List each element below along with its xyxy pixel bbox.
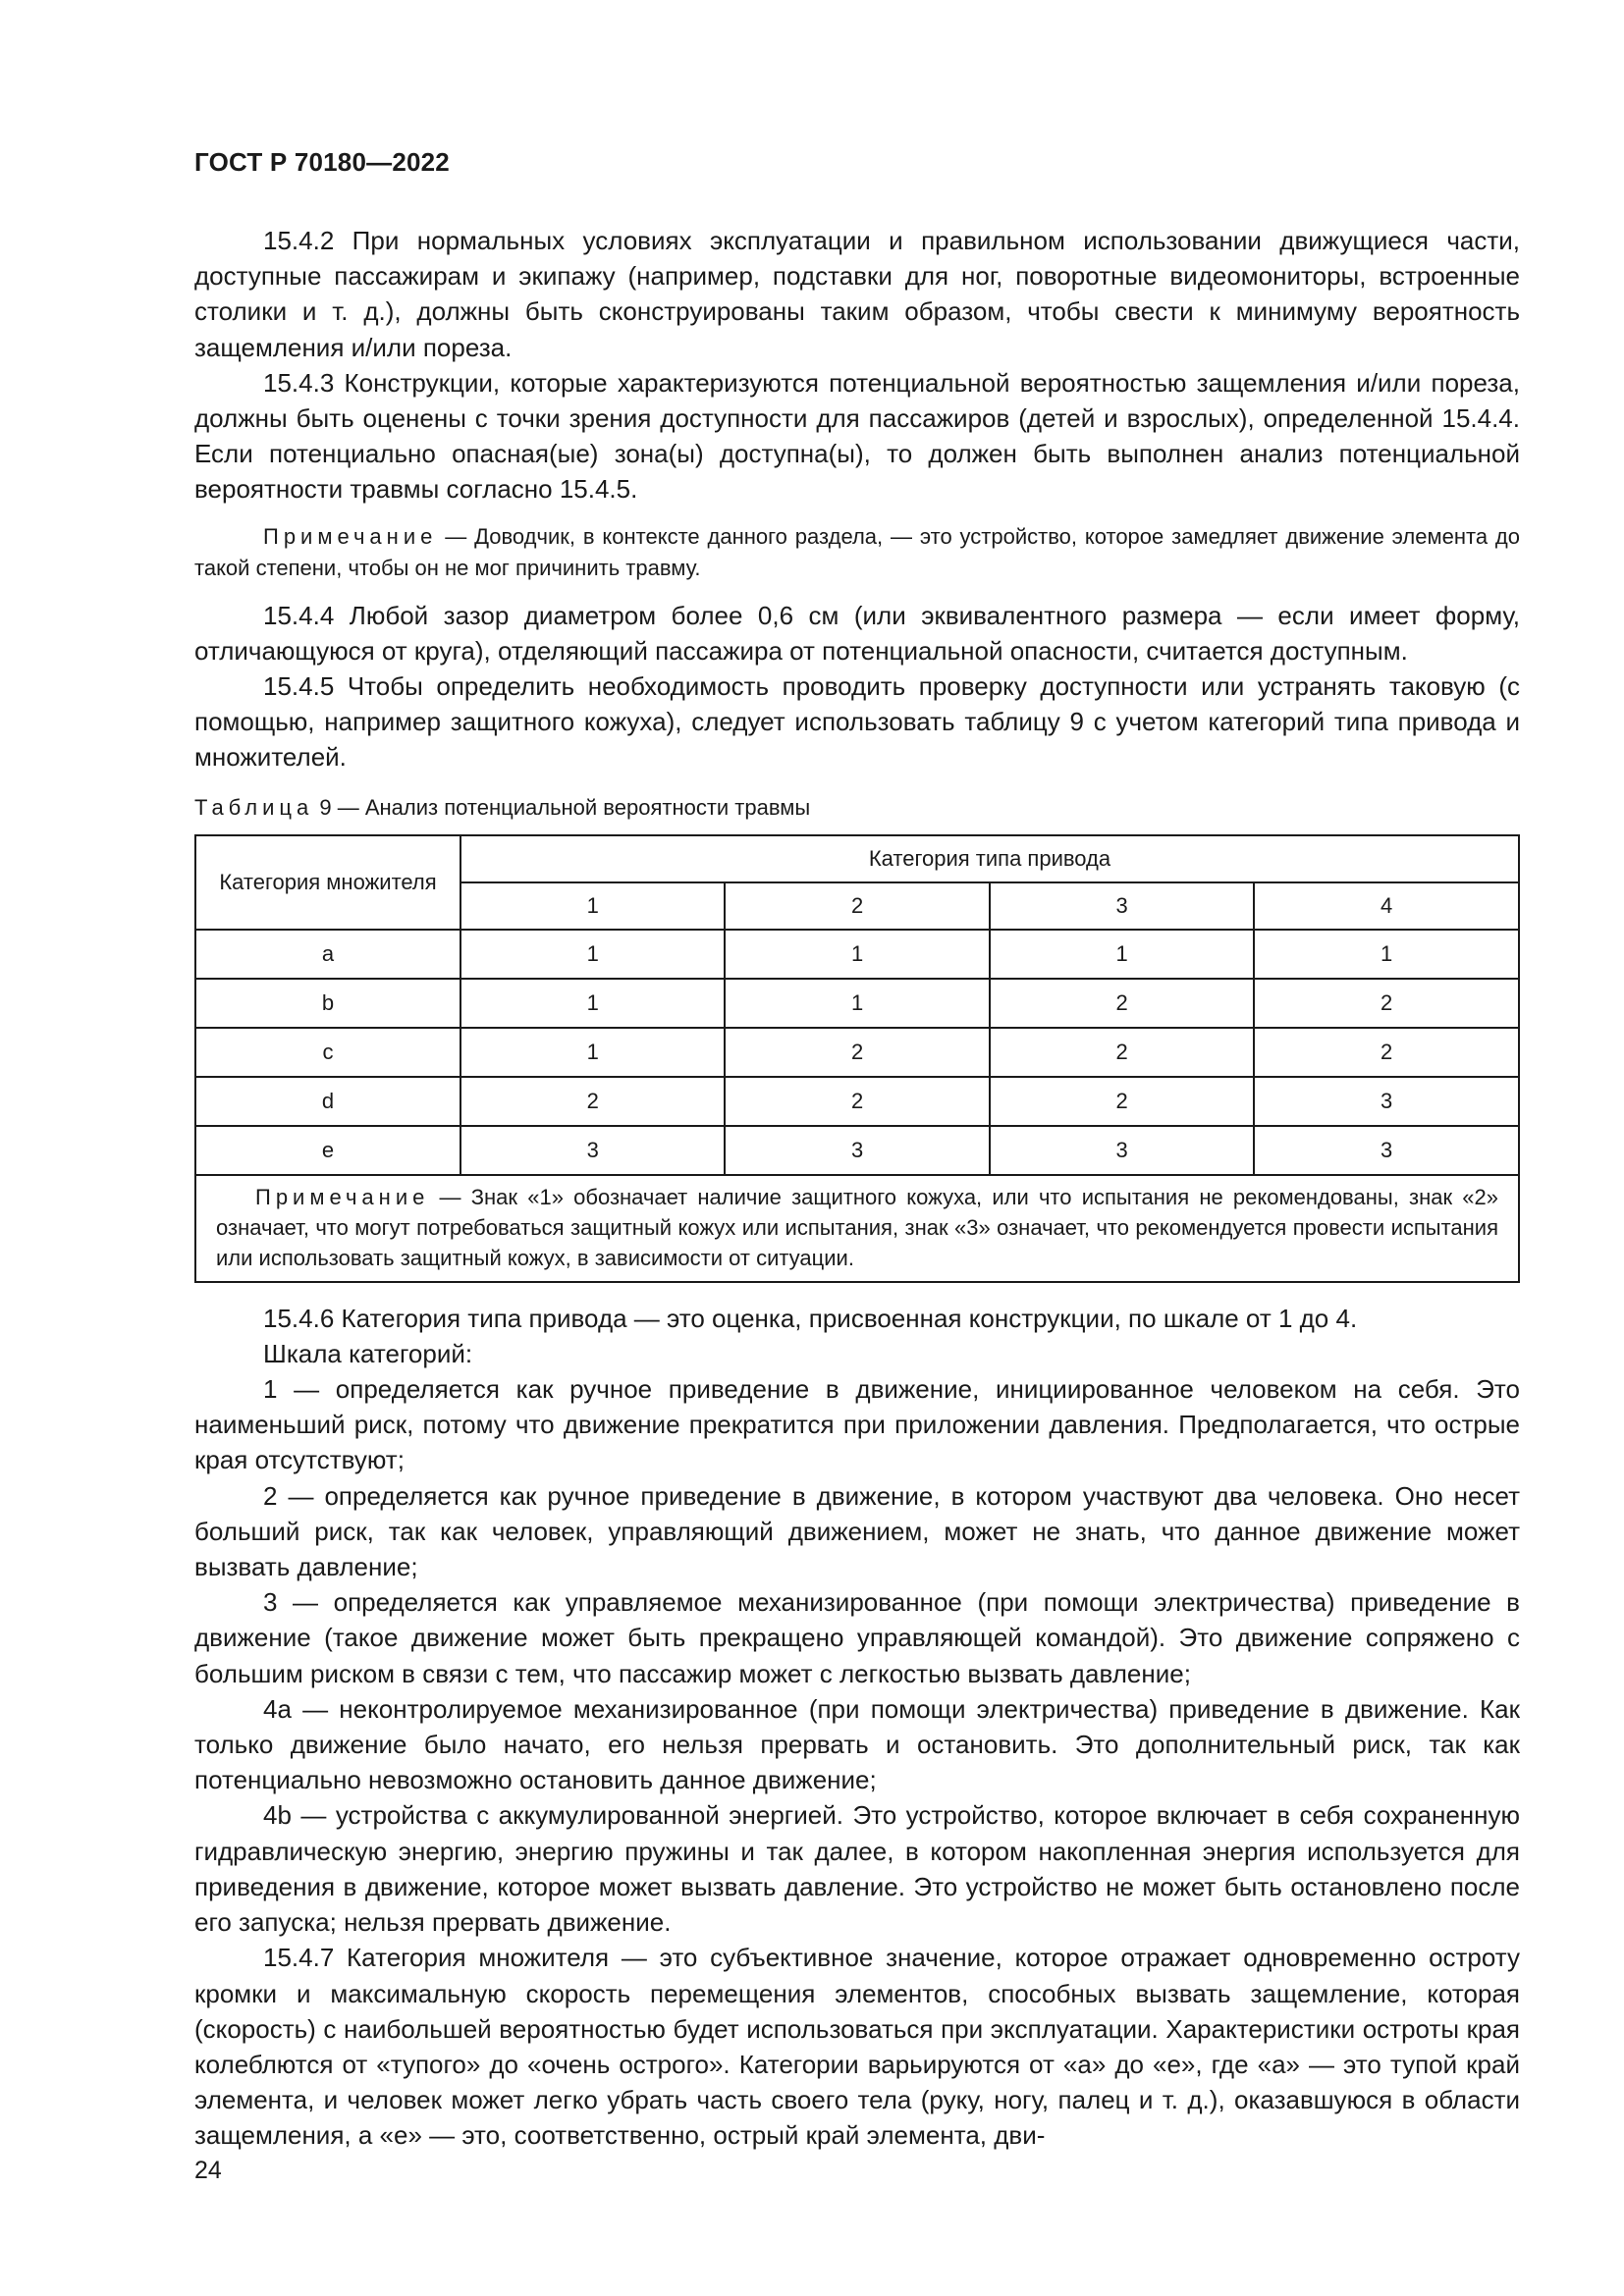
table-cell: 1: [460, 1028, 725, 1077]
category-3: 3 — определяется как управляемое механизированное (при помощи электричества) приведение в движение (такое движение может быть прекращено управляющей командой). Это движение сопряжено с большим риском в связи с тем, что пассажир может с легкостью вызвать давление;: [194, 1587, 1520, 1688]
table-row: [195, 1028, 1519, 1077]
paragraph-15-4-5: 15.4.5 Чтобы определить необходимость проводить проверку доступности или устранять таковую (с помощью, например защитного кожуха), следует использовать таблицу 9 с учетом категорий типа привода и множителей.: [194, 671, 1520, 773]
note-closer: [194, 521, 1520, 584]
table-cell: 2: [990, 1028, 1254, 1077]
row-category-cell: d: [195, 1077, 460, 1126]
table-cell: 3: [1254, 1126, 1519, 1175]
scale-title: Шкала категорий:: [263, 1338, 473, 1368]
table-cell: 3: [990, 1126, 1254, 1175]
category-4a: 4a — неконтролируемое механизированное (при помощи электричества) приведение в движение. Как только движение было начато, его нельзя прервать и остановить. Это дополнительный риск, так как потенциально невозможно остановить данное движение;: [194, 1693, 1520, 1795]
note-text: — Доводчик, в контексте данного раздела, — это устройство, которое замедляет движение элемента до такой степени, чтобы он не мог причинить травму.: [194, 523, 1520, 580]
table-cell: 1: [725, 930, 989, 979]
table-cell: 2: [725, 1077, 989, 1126]
table-caption-text: 9 — Анализ потенциальной вероятности травмы: [313, 794, 811, 820]
table-cell: 2: [1254, 979, 1519, 1028]
header-drive-type-4: 4: [1254, 882, 1519, 930]
table-cell: 3: [725, 1126, 989, 1175]
page-body: [194, 223, 1520, 2154]
table-9: [194, 834, 1520, 1283]
row-category-cell: c: [195, 1028, 460, 1077]
paragraph-15-4-7: 15.4.7 Категория множителя — это субъективное значение, которое отражает одновременно остроту кромки и максимальную скорость перемещения элементов, способных вызвать защемление, которая (скорость) с наибольшей вероятностью будет использоваться при эксплуатации. Характеристики остроты края колеблются от «тупого» до «очень острого». Категории варьируются от «а» до «е», где «а» — это тупой край элемента, и человек может легко убрать часть своего тела (руку, ногу, палец и т. д.), оказавшуюся в области защемления, а «е» — это, соответственно, острый край элемента, дви-: [194, 1943, 1520, 2151]
category-4b: 4b — устройства с аккумулированной энергией. Это устройство, которое включает в себя сохраненную гидравлическую энергию, энергию пружины и так далее, в котором накопленная энергия используется для приведения в движение, которое может вызвать давление. Это устройство не может быть остановлено после его запуска; нельзя прервать движение.: [194, 1800, 1520, 1938]
table-note-text: — Знак «1» обозначает наличие защитного кожуха, или что испытания не рекомендованы, знак «2» означает, что могут потребоваться защитный кожух или испытания, знак «3» означает, что рекомендуется провести испытания или использовать защитный кожух, в зависимости от ситуации.: [216, 1184, 1498, 1270]
row-category-cell: a: [195, 930, 460, 979]
category-2: 2 — определяется как ручное приведение в движение, в котором участвуют два человека. Оно несет больший риск, так как человек, управляющий движением, может не знать, что данное движение может вызвать давление;: [194, 1480, 1520, 1582]
row-category-cell: b: [195, 979, 460, 1028]
table-note: [195, 1175, 1519, 1282]
paragraph-15-4-6: 15.4.6 Категория типа привода — это оценка, присвоенная конструкции, по шкале от 1 до 4.: [263, 1303, 1358, 1333]
row-category-cell: e: [195, 1126, 460, 1175]
table-note-label: Примечание: [255, 1184, 430, 1209]
header-drive-type-category: Категория типа привода: [460, 835, 1519, 882]
table-cell: 2: [460, 1077, 725, 1126]
table-row: [195, 1126, 1519, 1175]
table-row: [195, 1077, 1519, 1126]
note-label: Примечание: [263, 523, 438, 549]
table-caption-label: Таблица: [194, 794, 314, 820]
table-cell: 2: [1254, 1028, 1519, 1077]
header-drive-type-3: 3: [990, 882, 1254, 930]
table-row: [195, 979, 1519, 1028]
table-cell: 1: [725, 979, 989, 1028]
table-cell: 1: [460, 979, 725, 1028]
header-drive-type-1: 1: [460, 882, 725, 930]
paragraph-15-4-3: 15.4.3 Конструкции, которые характеризуются потенциальной вероятностью защемления и/или пореза, должны быть оценены с точки зрения доступности для пассажиров (детей и взрослых), определенной 15.4.4. Если потенциально опасная(ые) зона(ы) доступна(ы), то должен быть выполнен анализ потенциальной вероятности травмы согласно 15.4.5.: [194, 367, 1520, 505]
table-cell: 1: [990, 930, 1254, 979]
document-header: ГОСТ Р 70180—2022: [194, 147, 450, 177]
table-caption: [194, 793, 1520, 823]
table-cell: 2: [990, 979, 1254, 1028]
header-drive-type-2: 2: [725, 882, 989, 930]
table-cell: 1: [1254, 930, 1519, 979]
paragraph-15-4-2: 15.4.2 При нормальных условиях эксплуатации и правильном использовании движущиеся части, доступные пассажирам и экипажу (например, подставки для ног, поворотные видеомониторы, встроенные столики и т. д.), должны быть сконструированы таким образом, чтобы свести к минимуму вероятность защемления и/или пореза.: [194, 226, 1520, 362]
table-cell: 2: [990, 1077, 1254, 1126]
table-cell: 2: [725, 1028, 989, 1077]
category-1: 1 — определяется как ручное приведение в движение, инициированное человеком на себя. Это наименьший риск, потому что движение прекратится при приложении давления. Предполагается, что острые края отсутствуют;: [194, 1374, 1520, 1475]
table-row: [195, 930, 1519, 979]
header-multiplier-category: Категория множителя: [195, 835, 460, 930]
table-cell: 3: [1254, 1077, 1519, 1126]
table-cell: 3: [460, 1126, 725, 1175]
table-cell: 1: [460, 930, 725, 979]
paragraph-15-4-4: 15.4.4 Любой зазор диаметром более 0,6 см (или эквивалентного размера — если имеет форму, отличающуюся от круга), отделяющий пассажира от потенциальной опасности, считается доступным.: [194, 600, 1520, 666]
page-number: 24: [194, 2157, 222, 2184]
